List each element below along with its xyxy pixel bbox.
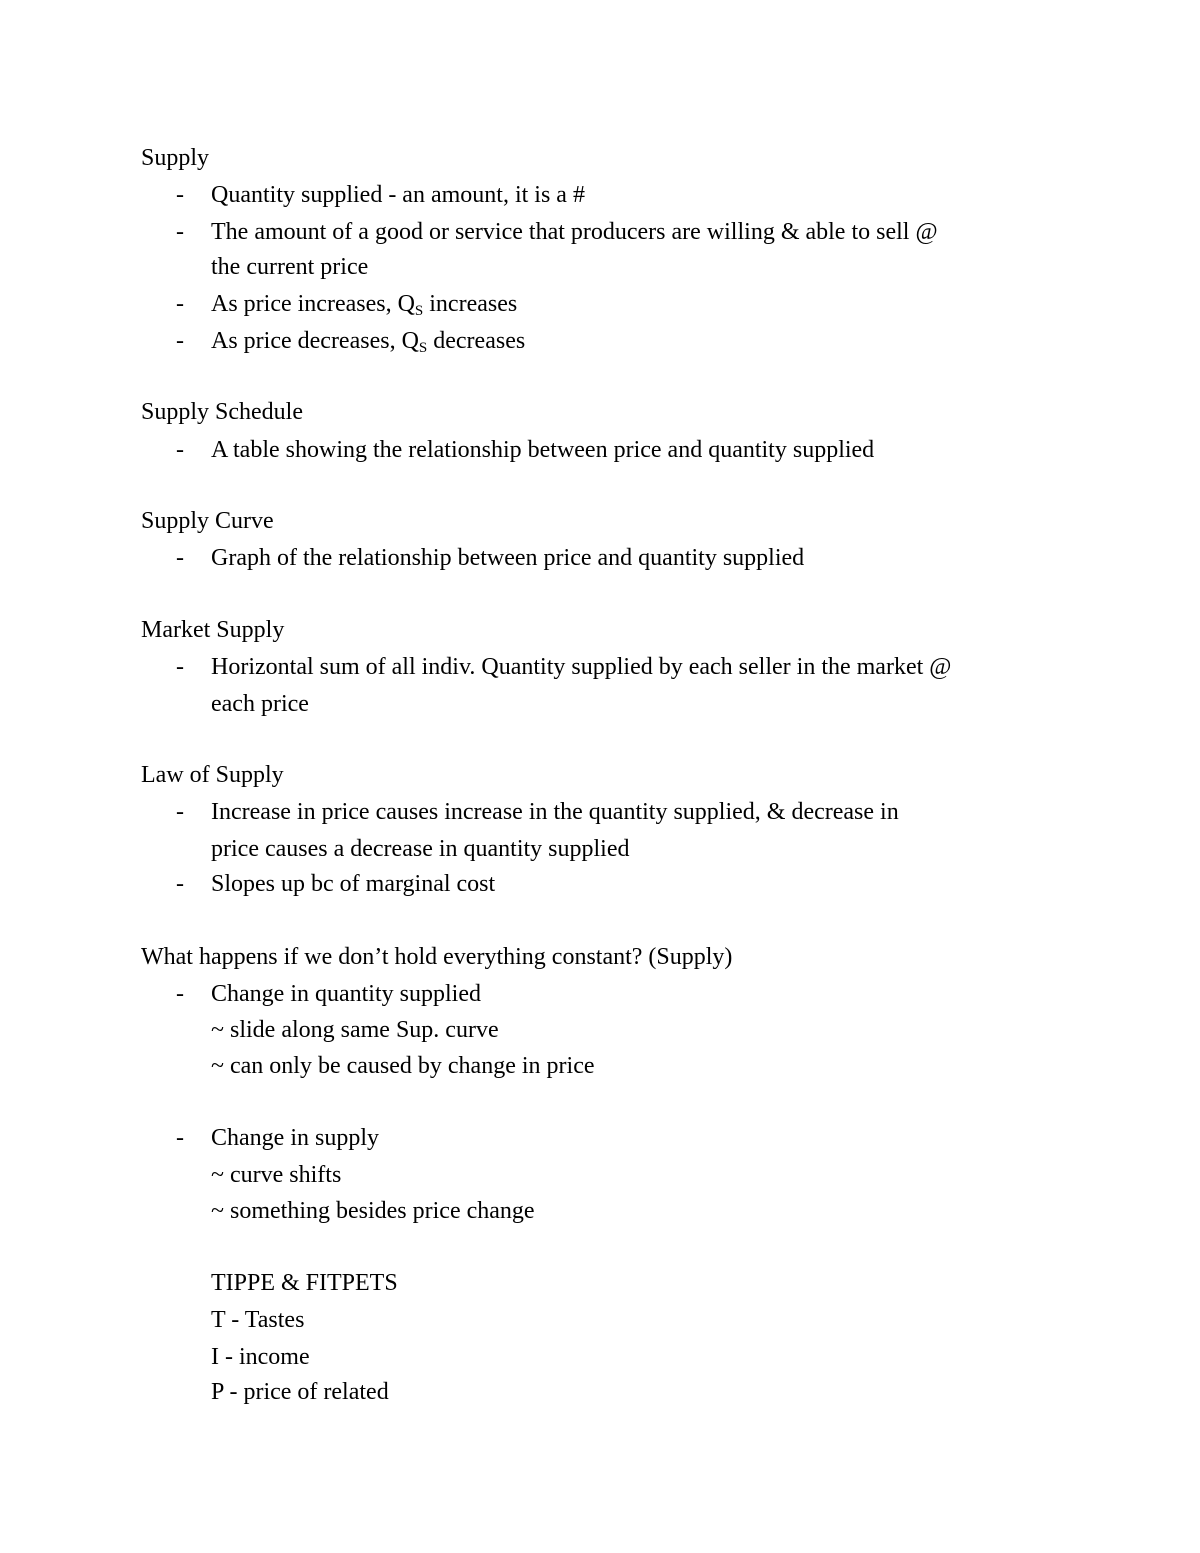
bullet-dash: - [176,545,184,571]
supply-item-3 [211,290,517,318]
bullet-dash: - [176,219,184,245]
schedule-item-1: A table showing the relationship between price and quantity supplied [211,437,875,463]
law-item-1-cont: price causes a decrease in quantity supplied [211,836,630,862]
law-item-2: Slopes up bc of marginal cost [211,871,496,897]
mnemonic-i: I - income [211,1344,310,1370]
supply-item-2: The amount of a good or service that producers are willing & able to sell @ [211,219,938,245]
supply-item-4 [211,327,525,355]
constant-sub-1: ~ slide along same Sup. curve [211,1017,499,1043]
bullet-dash: - [176,328,184,354]
mnemonic-title: TIPPE & FITPETS [211,1270,398,1296]
subscript-s: S [418,340,428,356]
constant-sub-3: ~ curve shifts [211,1162,342,1188]
bullet-dash: - [176,182,184,208]
supply-item-3-part-2: increases [429,291,518,317]
heading-market-supply: Market Supply [141,617,285,643]
market-item-1-cont: each price [211,691,309,717]
market-item-1: Horizontal sum of all indiv. Quantity supplied by each seller in the market @ [211,654,952,680]
bullet-dash: - [176,654,184,680]
constant-item-1: Change in quantity supplied [211,981,481,1007]
bullet-dash: - [176,437,184,463]
supply-item-4-part-1: As price decreases, Q [211,328,419,354]
heading-supply-schedule: Supply Schedule [141,399,303,425]
supply-item-4-part-2: decreases [433,328,526,354]
constant-sub-4: ~ something besides price change [211,1198,535,1224]
constant-item-2: Change in supply [211,1125,379,1151]
bullet-dash: - [176,291,184,317]
heading-supply: Supply [141,145,210,171]
constant-sub-2: ~ can only be caused by change in price [211,1053,595,1079]
supply-item-2-cont: the current price [211,254,369,280]
bullet-dash: - [176,799,184,825]
bullet-dash: - [176,1125,184,1151]
subscript-s: S [414,303,424,319]
supply-item-3-part-1: As price increases, Q [211,291,415,317]
bullet-dash: - [176,981,184,1007]
mnemonic-t: T - Tastes [211,1307,305,1333]
mnemonic-p: P - price of related [211,1379,389,1405]
supply-item-1: Quantity supplied - an amount, it is a # [211,182,585,208]
curve-item-1: Graph of the relationship between price and quantity supplied [211,545,805,571]
heading-law-of-supply: Law of Supply [141,762,284,788]
heading-supply-curve: Supply Curve [141,508,274,534]
law-item-1: Increase in price causes increase in the quantity supplied, & decrease in [211,799,899,825]
bullet-dash: - [176,871,184,897]
heading-not-constant: What happens if we don’t hold everything constant? (Supply) [141,944,733,970]
